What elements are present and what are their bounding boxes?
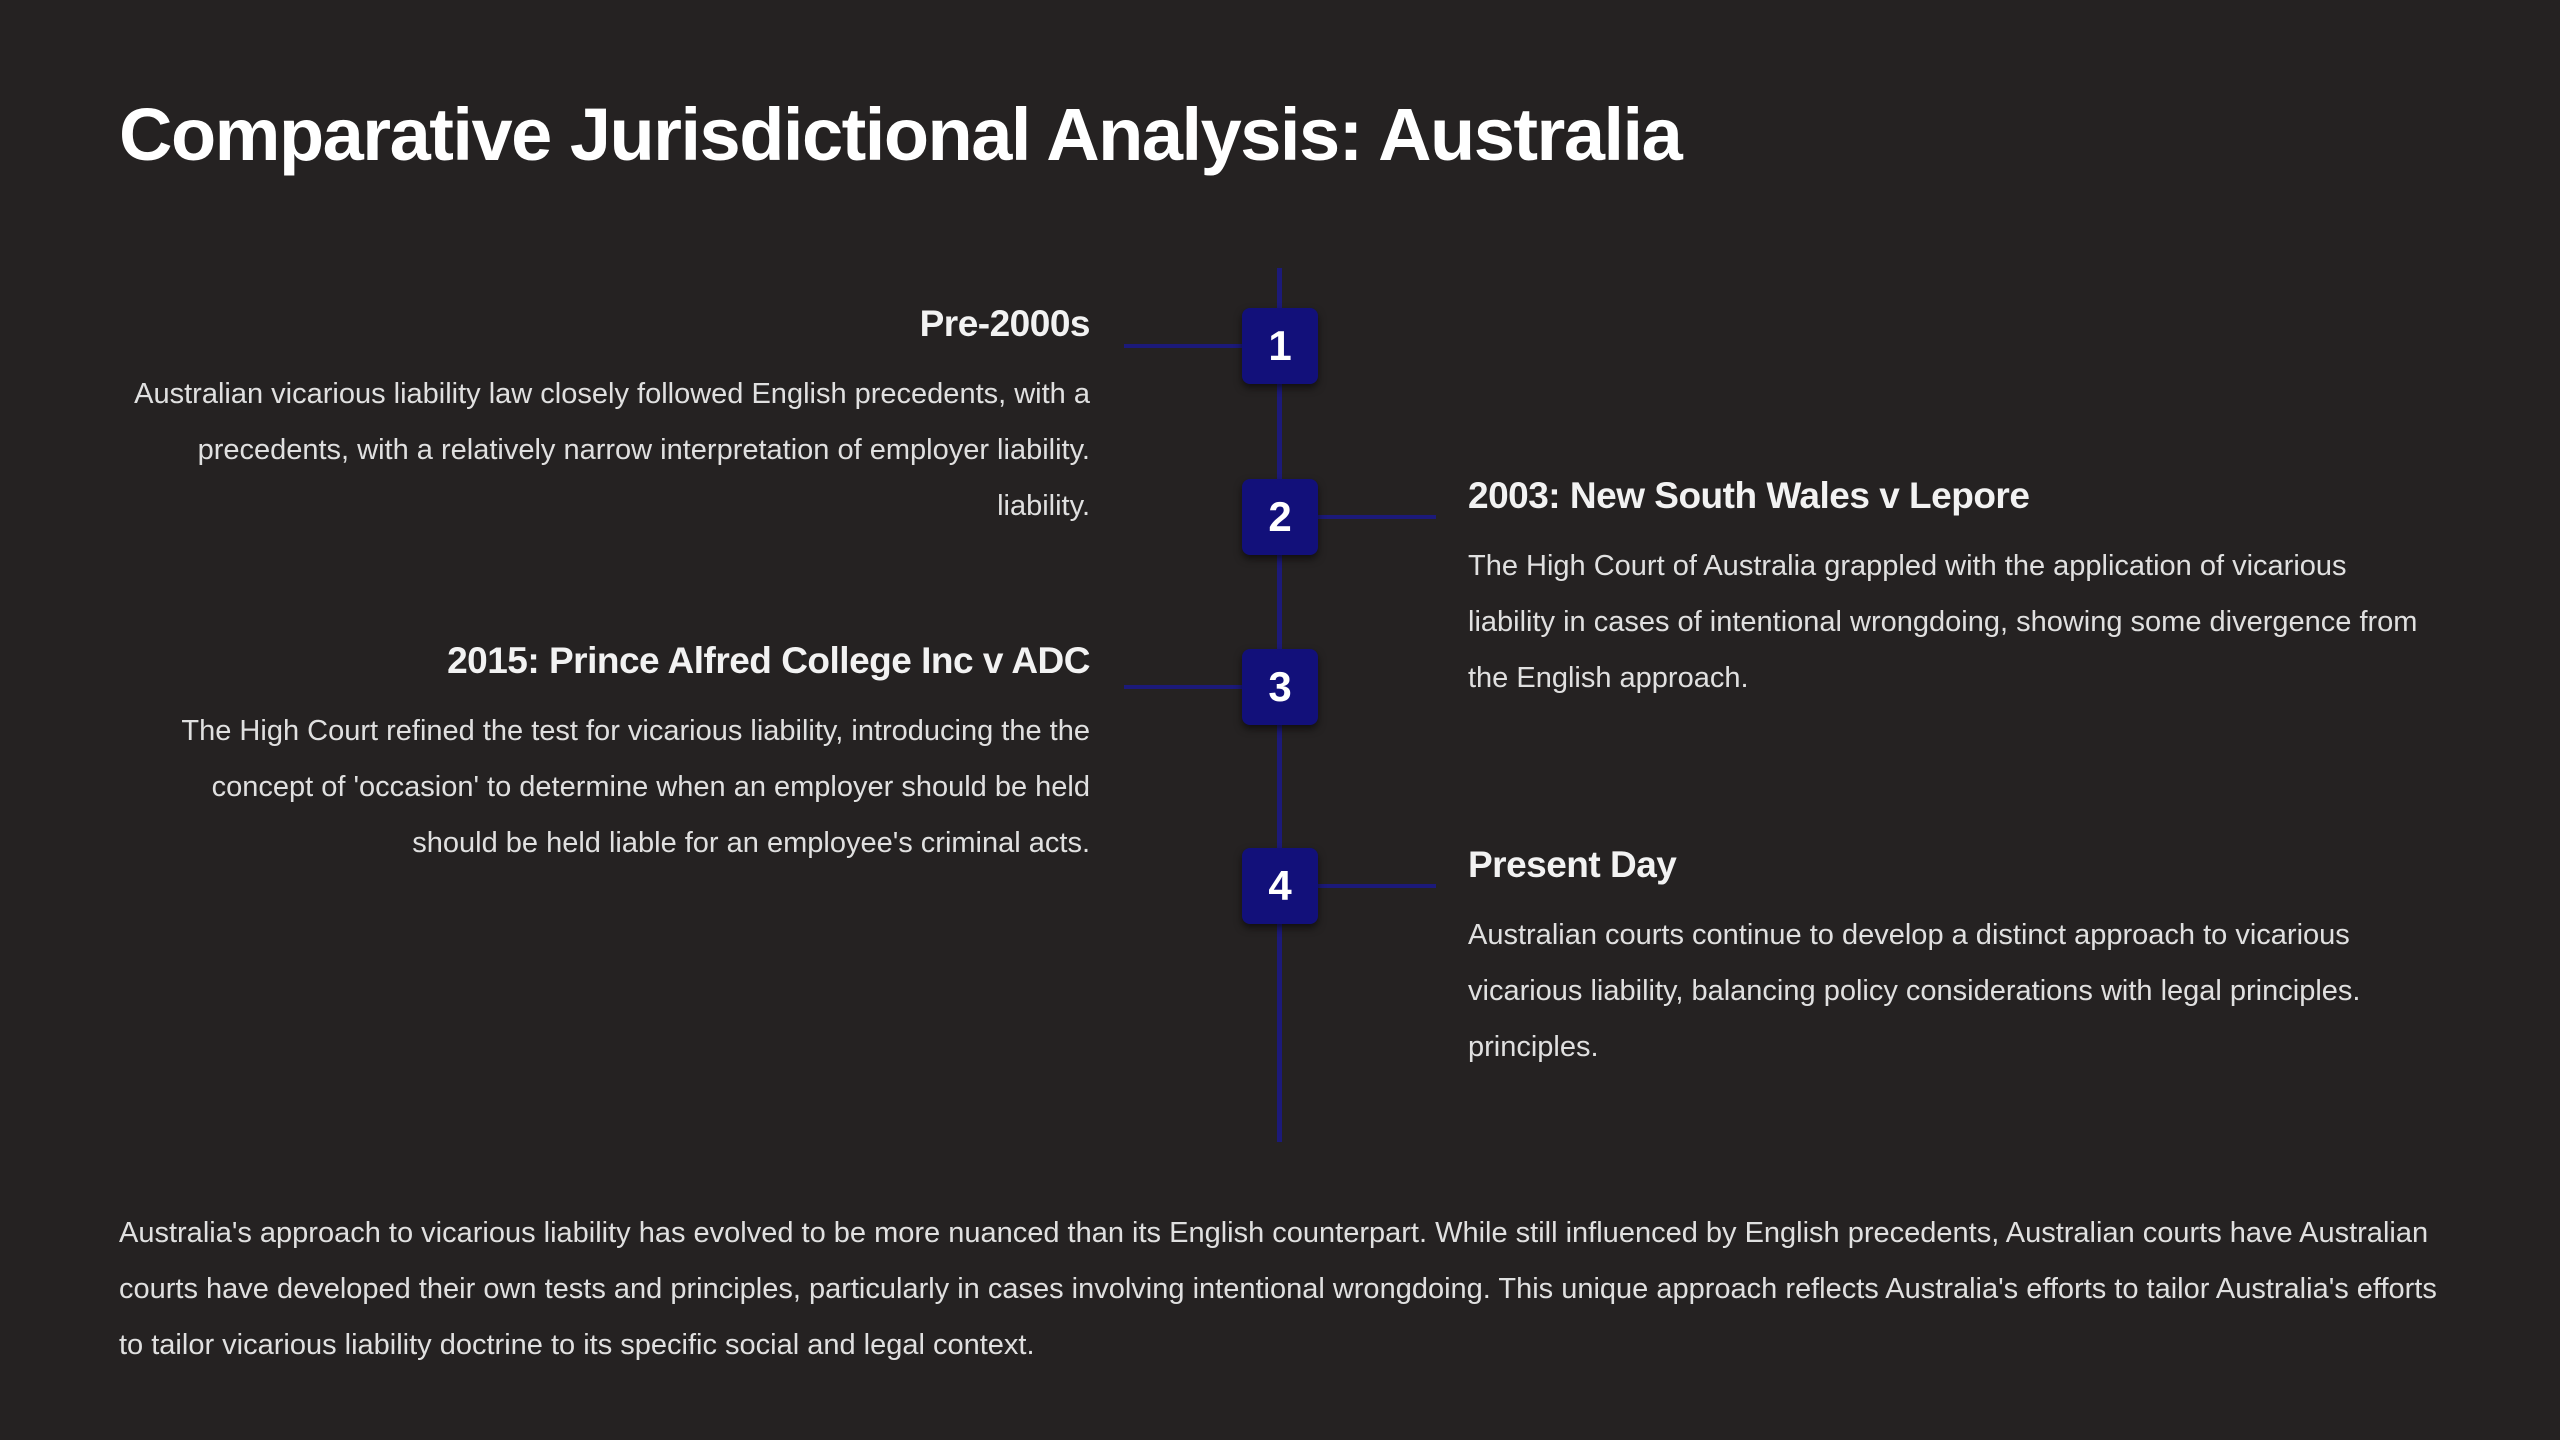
timeline-marker-1: 1 [1242,308,1318,384]
timeline-event-pre-2000s [130,302,1090,534]
page-title: Comparative Jurisdictional Analysis: Australia [119,93,1682,176]
timeline-marker-4: 4 [1242,848,1318,924]
event-title: 2003: New South Wales v Lepore [1468,475,2030,516]
timeline-event-prince-alfred [130,639,1090,871]
summary-paragraph: Australia's approach to vicarious liability has evolved to be more nuanced than its English counterpart. While still influenced by English precedents, Australian courts have Australian courts have developed their own tests and principles, particularly in cases involving intentional wrongdoing. This unique approach reflects Australia's efforts to tailor Australia's efforts to tailor vicarious liability doctrine to its specific social and legal context. [119,1217,2437,1361]
event-title: Pre-2000s [919,303,1090,344]
timeline-event-lepore [1468,474,2436,706]
event-description: The High Court of Australia grappled with the application of vicarious liability in cases of intentional wrongdoing, showing some divergence from the English approach. [1468,550,2418,695]
timeline-event-present-day [1468,843,2408,1075]
event-description: Australian courts continue to develop a distinct approach to vicarious vicarious liability, balancing policy considerations with legal principles. principles. [1468,919,2361,1064]
connector-3 [1124,685,1244,689]
event-description: Australian vicarious liability law closely followed English precedents, with a precedents, with a relatively narrow interpretation of employer liability. liability. [134,378,1090,523]
event-description: The High Court refined the test for vicarious liability, introducing the the concept of 'occasion' to determine when an employer should be held should be held liable for an employee's criminal acts. [181,715,1090,860]
connector-1 [1124,344,1244,348]
timeline-marker-2: 2 [1242,479,1318,555]
timeline-marker-3: 3 [1242,649,1318,725]
event-title: Present Day [1468,844,1677,885]
event-title: 2015: Prince Alfred College Inc v ADC [447,640,1090,681]
connector-2 [1316,515,1436,519]
connector-4 [1316,884,1436,888]
